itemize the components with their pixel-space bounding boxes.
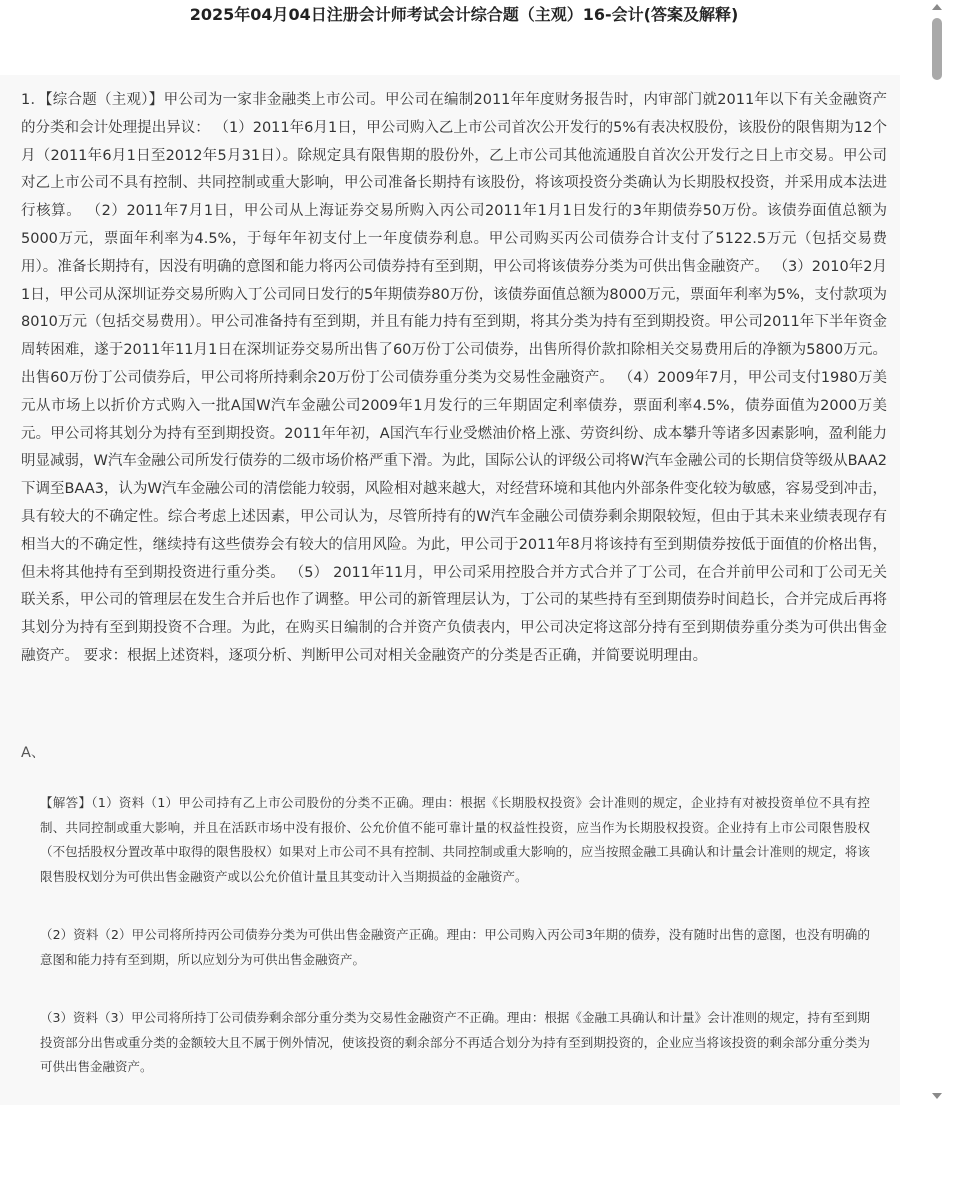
answer-paragraph: （3）资料（3）甲公司将所持丁公司债券剩余部分重分类为交易性金融资产不正确。理由：根据《金融工具确认和计量》会计准则的规定，持有至到期投资部分出售或重分类的金额较大且不属于例外情况，使该投资的剩余部分不再适合划分为持有至到期投资的，企业应当将该投资的剩余部分重分类为可供出售金融资产。 (40, 1010, 870, 1074)
answer-block (40, 791, 870, 1105)
scroll-down-arrow-icon[interactable] (932, 1093, 942, 1099)
answer-paragraph: 【解答】（1）资料（1）甲公司持有乙上市公司股份的分类不正确。理由：根据《长期股权投资》会计准则的规定，企业持有对被投资单位不具有控制、共同控制或重大影响，并且在活跃市场中没有报价、公允价值不能可靠计量的权益性投资，应当作为长期股权投资。企业持有上市公司限售股权（不包括股权分置改革中取得的限售股权）如果对上市公司不具有控制、共同控制或重大影响的，应当按照金融工具确认和计量会计准则的规定，将该限售股权划分为可供出售金融资产或以公允价值计量且其变动计入当期损益的金融资产。 (40, 795, 870, 884)
question-content (0, 75, 900, 1105)
scroll-thumb[interactable] (932, 18, 942, 80)
scroll-up-arrow-icon[interactable] (932, 4, 942, 10)
vertical-scrollbar[interactable] (926, 0, 948, 1105)
page-title: 2025年04月04日注册会计师考试会计综合题（主观）16-会计(答案及解释) (189, 5, 739, 24)
option-label: A、 (21, 745, 46, 761)
answer-paragraph: （2）资料（2）甲公司将所持丙公司债券分类为可供出售金融资产正确。理由：甲公司购入丙公司3年期的债券，没有随时出售的意图，也没有明确的意图和能力持有至到期，所以应划分为可供出售金融资产。 (40, 927, 870, 967)
question-text: 1．【综合题（主观）】甲公司为一家非金融类上市公司。甲公司在编制2011年年度财务报告时，内审部门就2011年以下有关金融资产的分类和会计处理提出异议： （1）2011年6月1日，甲公司购入乙上市公司首次公开发行的5%有表决权股份，该股份的限售期为12个月（2011年6月1日至2012年5月31日）。除规定具有限售期的股份外，乙上市公司其他流通股自首次公开发行之日上市交易。甲公司对乙上市公司不具有控制、共同控制或重大影响，甲公司准备长期持有该股份，将该项投资分类确认为长期股权投资，并采用成本法进行核算。 （2）2011年7月1日，甲公司从上海证券交易所购入丙公司2011年1月1日发行的3年期债券50万份。该债券面值总额为5000万元，票面年利率为4.5%，于每年年初支付上一年度债券利息。甲公司购买丙公司债券合计支付了5122.5万元（包括交易费用）。准备长期持有，因没有明确的意图和能力将丙公司债券持有至到期，甲公司将该债券分类为可供出售金融资产。 （3）2010年2月1日，甲公司从深圳证券交易所购入丁公司同日发行的5年期债券80万份，该债券面值总额为8000万元，票面年利率为5%，支付款项为8010万元（包括交易费用）。甲公司准备持有至到期，并且有能力持有至到期，将其分类为持有至到期投资。甲公司2011年下半年资金周转困难，遂于2011年11月1日在深圳证券交易所出售了60万份丁公司债券，出售所得价款扣除相关交易费用后的净额为5800万元。出售60万份丁公司债券后，甲公司将所持剩余20万份丁公司债券重分类为交易性金融资产。 （4）2009年7月，甲公司支付1980万美元从市场上以折价方式购入一批A国W汽车金融公司2009年1月发行的三年期固定利率债券，票面利率4.5%，债券面值为2000万美元。甲公司将其划分为持有至到期投资。2011年年初，A国汽车行业受燃油价格上涨、劳资纠纷、成本攀升等诸多因素影响，盈利能力明显减弱，W汽车金融公司所发行债券的二级市场价格严重下滑。为此，国际公认的评级公司将W汽车金融公司的长期信贷等级从BAA2下调至BAA3，认为W汽车金融公司的清偿能力较弱，风险相对越来越大，对经营环境和其他内外部条件变化较为敏感，容易受到冲击，具有较大的不确定性。综合考虑上述因素，甲公司认为，尽管所持有的W汽车金融公司债券剩余期限较短，但由于其未来业绩表现存有相当大的不确定性，继续持有这些债券会有较大的信用风险。为此，甲公司于2011年8月将该持有至到期债券按低于面值的价格出售，但未将其他持有至到期投资进行重分类。 （5） 2011年11月，甲公司采用控股合并方式合并了丁公司，在合并前甲公司和丁公司无关联关系，甲公司的管理层在发生合并后也作了调整。甲公司的新管理层认为，丁公司的某些持有至到期债券时间趋长，合并完成后再将其划分为持有至到期投资不合理。为此，在购买日编制的合并资产负债表内，甲公司决定将这部分持有至到期债券重分类为可供出售金融资产。 要求：根据上述资料，逐项分析、判断甲公司对相关金融资产的分类是否正确，并简要说明理由。 (21, 92, 887, 664)
